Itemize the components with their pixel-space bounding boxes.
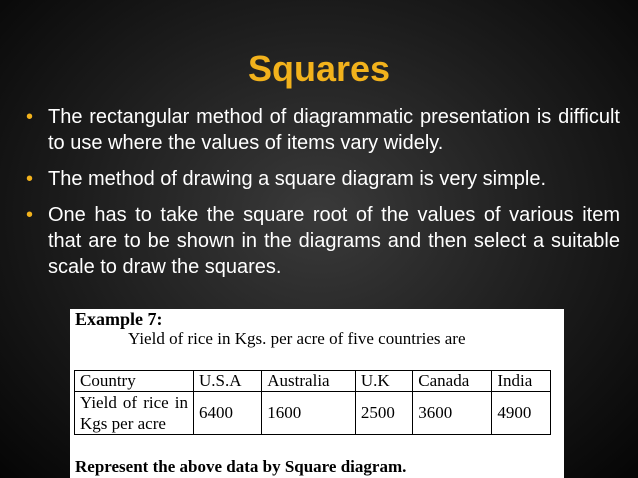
table-cell: 4900 xyxy=(492,392,551,435)
slide-title: Squares xyxy=(247,48,391,89)
bullet-text: The method of drawing a square diagram is very simple. xyxy=(48,168,547,190)
table-row-label: Yield of rice in Kgs per acre xyxy=(75,392,194,435)
bullet-item xyxy=(26,166,620,192)
table-header-cell: U.S.A xyxy=(194,371,262,392)
bullet-marker-icon: • xyxy=(26,204,34,226)
example-image xyxy=(70,309,564,478)
example-caption: Yield of rice in Kgs. per acre of five countries are xyxy=(128,329,466,348)
table-header-cell: India xyxy=(492,371,551,392)
bullet-list xyxy=(26,104,620,290)
bullet-marker-icon: • xyxy=(26,106,34,128)
table-cell: 2500 xyxy=(355,392,412,435)
table-cell: 1600 xyxy=(262,392,356,435)
table-header-row xyxy=(75,371,551,392)
bullet-marker-icon: • xyxy=(26,168,34,190)
example-footer: Represent the above data by Square diagram. xyxy=(75,457,407,476)
table-header-cell: Country xyxy=(75,371,194,392)
bullet-item xyxy=(26,202,620,280)
yield-table xyxy=(74,370,551,435)
table-header-cell: U.K xyxy=(355,371,412,392)
table-header-cell: Canada xyxy=(413,371,492,392)
table-header-cell: Australia xyxy=(262,371,356,392)
table-cell: 6400 xyxy=(194,392,262,435)
bullet-item xyxy=(26,104,620,156)
bullet-text: The rectangular method of diagrammatic presentation is difficult to use where the values of items vary widely. xyxy=(48,106,620,154)
example-heading: Example 7: xyxy=(75,309,163,329)
bullet-text: One has to take the square root of the values of various item that are to be shown in the diagrams and then select a suitable scale to draw the squares. xyxy=(48,204,620,278)
table-row xyxy=(75,392,551,435)
table-cell: 3600 xyxy=(413,392,492,435)
